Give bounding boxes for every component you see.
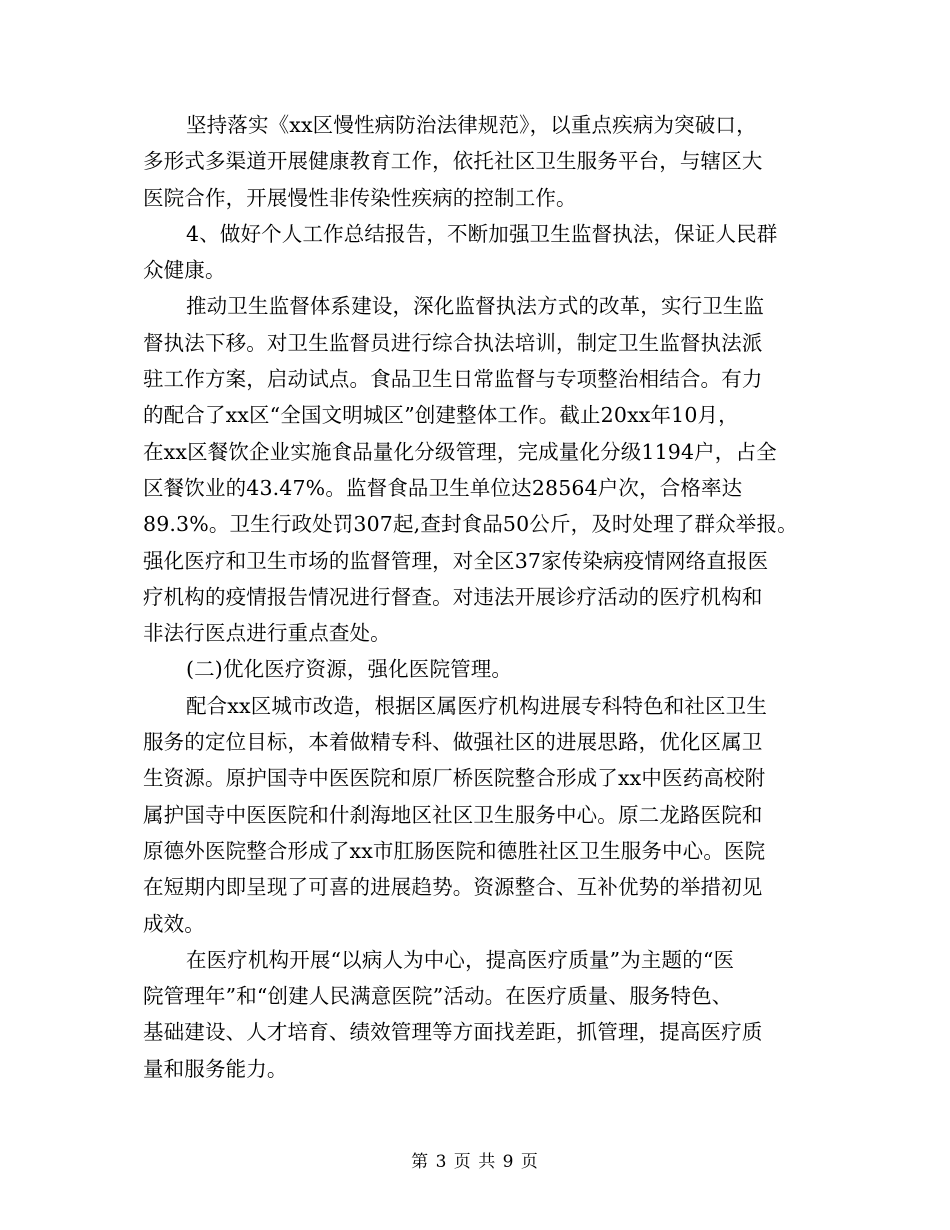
document-body xyxy=(143,107,813,1087)
text-line: 服务的定位目标，本着做精专科、做强社区的进展思路，优化区属卫 xyxy=(143,730,763,755)
text-line: 成效。 xyxy=(143,911,205,936)
text-line: 坚持落实《xx区慢性病防治法律规范》，以重点疾病为突破口， xyxy=(186,113,757,137)
page-footer: 第 3 页 共 9 页 xyxy=(411,1152,539,1172)
text-line: 疗机构的疫情报告情况进行督查。对违法开展诊疗活动的医疗机构和 xyxy=(143,584,763,609)
text-line: 强化医疗和卫生市场的监督管理，对全区37家传染病疫情网络直报医 xyxy=(143,548,769,573)
text-line: 在xx区餐饮企业实施食品量化分级管理，完成量化分级1194户，占全 xyxy=(143,439,777,464)
text-line: 非法行医点进行重点查处。 xyxy=(143,621,391,646)
text-line: 督执法下移。对卫生监督员进行综合执法培训，制定卫生监督执法派 xyxy=(143,330,763,355)
text-line: 的配合了xx区“全国文明城区”创建整体工作。截止20xx年10月， xyxy=(143,403,739,428)
text-line: 生资源。原护国寺中医医院和原厂桥医院整合形成了xx中医药高校附 xyxy=(143,766,766,791)
text-line: 89.3%。卫生行政处罚307起,查封食品50公斤，及时处理了群众举报。 xyxy=(143,512,798,537)
text-line: 4、做好个人工作总结报告，不断加强卫生监督执法，保证人民群 xyxy=(186,221,778,246)
text-line: 区餐饮业的43.47%。监督食品卫生单位达28564户次，合格率达 xyxy=(143,475,743,500)
text-line: 多形式多渠道开展健康教育工作，依托社区卫生服务平台，与辖区大 xyxy=(143,149,763,174)
text-line: 医院合作，开展慢性非传染性疾病的控制工作。 xyxy=(143,185,577,210)
text-line: 众健康。 xyxy=(143,258,226,283)
text-line: 配合xx区城市改造，根据区属医疗机构进展专科特色和社区卫生 xyxy=(186,693,767,718)
text-line: 驻工作方案，启动试点。食品卫生日常监督与专项整治相结合。有力 xyxy=(143,367,763,392)
text-line: 原德外医院整合形成了xx市肛肠医院和德胜社区卫生服务中心。医院 xyxy=(143,838,766,863)
text-line: 在医疗机构开展“以病人为中心，提高医疗质量”为主题的“医 xyxy=(186,947,735,972)
text-line: (二)优化医疗资源，强化医院管理。 xyxy=(186,657,513,682)
text-line: 量和服务能力。 xyxy=(143,1056,288,1081)
text-line: 在短期内即呈现了可喜的进展趋势。资源整合、互补优势的举措初见 xyxy=(143,875,763,900)
text-line: 基础建设、人才培育、绩效管理等方面找差距，抓管理，提高医疗质 xyxy=(143,1020,763,1045)
text-line: 属护国寺中医医院和什刹海地区社区卫生服务中心。原二龙路医院和 xyxy=(143,802,763,827)
text-line: 推动卫生监督体系建设，深化监督执法方式的改革，实行卫生监 xyxy=(186,294,765,319)
text-line: 院管理年”和“创建人民满意医院”活动。在医疗质量、服务特色、 xyxy=(143,984,733,1009)
